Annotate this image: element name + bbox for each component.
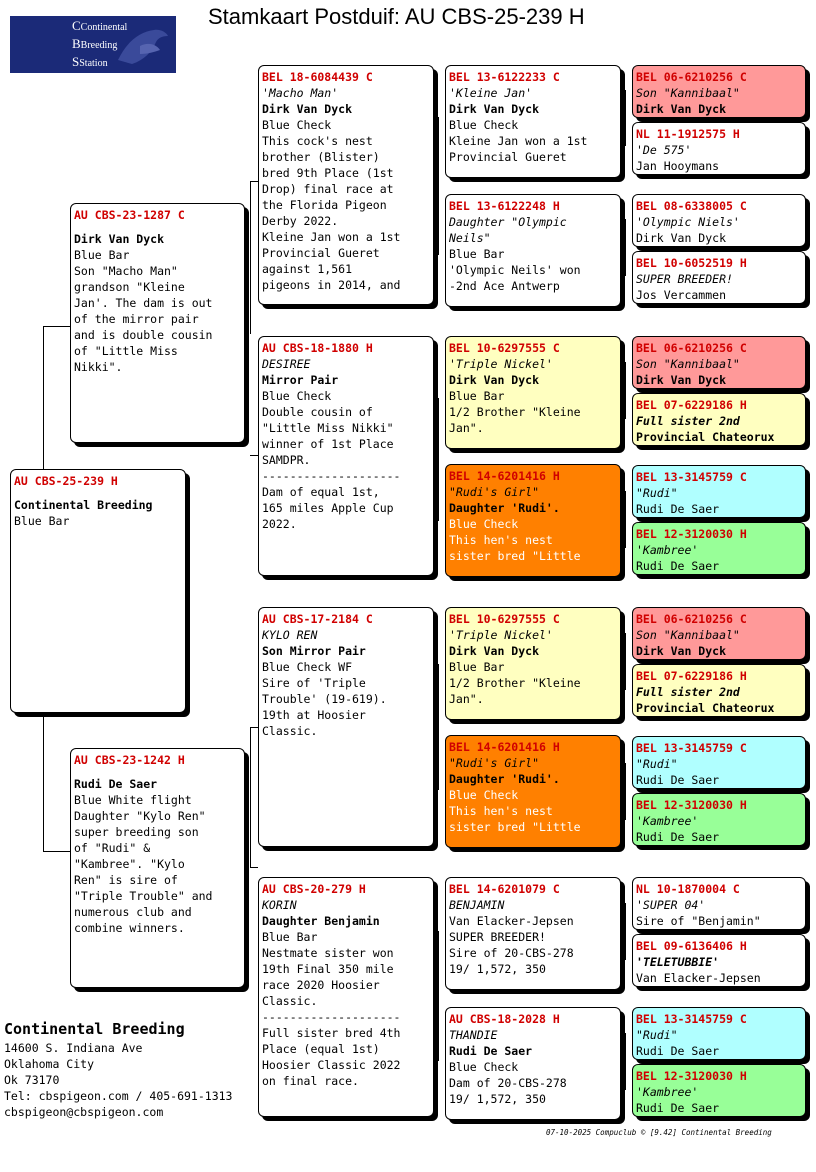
breeder: Provincial Chateorux [636,430,775,444]
ring-number: BEL 06-6210256 C [636,612,747,626]
page-title: Stamkaart Postduif: AU CBS-25-239 H [208,4,585,29]
description: Blue Bar Nestmate sister won 19th Final 350 mile race 2020 Hoosier Classic. -------------------- Full sister bred 4th Place (equal 1st) Hoosier Classic 2022 on final race. [262,930,401,1088]
connector-line [250,727,258,728]
ancestor-card[interactable] [632,465,806,518]
street: 14600 S. Indiana Ave [4,1041,143,1055]
ancestor-card[interactable] [632,664,806,717]
ancestor-card[interactable] [632,1007,806,1060]
ancestor-card[interactable] [632,122,806,175]
connector-line [438,398,439,521]
ring-number: BEL 13-6122248 H [449,199,560,213]
description: Blue Check WF Sire of 'Triple Trouble' (19-619). 19th at Hoosier Classic. [262,660,387,738]
breeder: Provincial Chateorux [636,701,775,715]
great-grandparent-card[interactable] [445,877,621,990]
ring-number: BEL 12-3120030 H [636,798,747,812]
connector-line [625,491,626,548]
pigeon-name: Son "Kannibaal" [636,86,740,100]
dam-card[interactable] [70,748,245,988]
description: Blue Check This hen's nest sister bred "Little [449,517,581,563]
ring-number: AU CBS-20-279 H [262,882,366,896]
ring-number: BEL 09-6136406 H [636,939,747,953]
ancestor-card[interactable] [632,607,806,660]
description: Blue Bar [14,514,70,528]
ring-number: BEL 06-6210256 C [636,70,747,84]
breeder: Dirk Van Dyck [74,232,165,246]
connector-line [438,117,439,255]
pigeon-name: SUPER BREEDER! [636,272,733,286]
pigeon-name: 'De 575' [636,143,692,157]
ring-number: BEL 07-6229186 H [636,669,747,683]
breeder: Dirk Van Dyck [636,373,727,387]
email: cbspigeon@cbspigeon.com [4,1105,164,1119]
subject-pigeon-card[interactable] [10,469,186,713]
contact: Tel: cbspigeon.com / 405-691-1313 [4,1089,233,1103]
breeder: Rudi De Saer [636,1101,720,1115]
connector-line [250,181,258,182]
connector-line [43,326,44,469]
address-block [4,1018,232,1120]
connector-line [625,90,626,146]
ring-number: BEL 10-6052519 H [636,256,747,270]
great-grandparent-card[interactable] [445,336,621,449]
pigeon-name: Daughter "Olympic Neils" [449,215,567,245]
connector-line [625,903,626,960]
great-grandparent-card[interactable] [445,65,621,178]
ancestor-card[interactable] [632,393,806,446]
ancestor-card[interactable] [632,793,806,846]
breeder: Rudi De Saer [636,502,720,516]
pigeon-name: Son "Kannibaal" [636,357,740,371]
ring-number: NL 10-1870004 C [636,882,740,896]
great-grandparent-card[interactable] [445,607,621,720]
city: Oklahoma City [4,1057,95,1071]
description: Blue White flight Daughter "Kylo Ren" super breeding son of "Rudi" & "Kambree". "Kylo Ren" is sire of "Triple Trouble" and numerous club and combine winners. [74,793,213,935]
description: Blue Check Dam of 20-CBS-278 19/ 1,572, 350 [449,1060,567,1106]
breeder: Dirk Van Dyck [636,102,727,116]
connector-line [625,219,626,276]
granddam-paternal-card[interactable] [258,336,434,576]
breeder: Dirk Van Dyck [449,644,540,658]
breeder: Rudi De Saer [636,773,720,787]
connector-line [625,763,626,820]
ancestor-card[interactable] [632,251,806,304]
pigeon-name: "Rudi's Girl" [449,485,540,499]
breeder: Son Mirror Pair [262,644,366,658]
ring-number: BEL 13-3145759 C [636,741,747,755]
ancestor-card[interactable] [632,934,806,987]
breeder: Rudi De Saer [636,1044,720,1058]
granddam-maternal-card[interactable] [258,877,434,1117]
company-name: Continental Breeding [4,1020,185,1038]
connector-line [250,455,258,456]
pigeon-name: "Rudi" [636,486,678,500]
pigeon-name: BENJAMIN [449,898,505,912]
connector-line [625,1033,626,1090]
ancestor-card[interactable] [632,736,806,789]
description: Blue Check Kleine Jan won a 1st Provincial Gueret [449,118,588,164]
connector-line [438,931,439,1061]
ring-number: NL 11-1912575 H [636,127,740,141]
footer: 07-10-2025 Compuclub © [9.42] Continental Breeding [546,1128,772,1137]
pigeon-name: DESIREE [262,357,311,371]
breeder: Van Elacker-Jepsen [449,914,574,928]
breeder: Rudi De Saer [74,777,158,791]
description: Blue Bar Son "Macho Man" grandson "Kleine Jan'. The dam is out of the mirror pair and is double cousin of "Little Miss Nikki". [74,248,213,374]
pigeon-name: Full sister 2nd [636,414,740,428]
ring-number: BEL 12-3120030 H [636,1069,747,1083]
connector-line [625,362,626,419]
description: Blue Bar 'Olympic Neils' won -2nd Ace Antwerp [449,247,581,293]
connector-line [250,181,251,334]
ring-number: BEL 07-6229186 H [636,398,747,412]
breeder: Rudi De Saer [636,559,720,573]
ancestor-card[interactable] [632,877,806,930]
breeder: Daughter 'Rudi'. [449,501,560,515]
ring-number: BEL 13-6122233 C [449,70,560,84]
ring-number: AU CBS-18-2028 H [449,1012,560,1026]
pigeon-name: KYLO REN [262,628,318,642]
connector-line [43,713,44,851]
pigeon-name: Son "Kannibaal" [636,628,740,642]
pigeon-name: 'Triple Nickel' [449,357,553,371]
pigeon-name: 'Kambree' [636,543,699,557]
ring-number: AU CBS-23-1242 H [74,753,185,767]
description: Blue Check This cock's nest brother (Blister) bred 9th Place (1st Drop) final race at the Florida Pigeon Derby 2022. Kleine Jan won a 1st Provincial Gueret against 1,561 pigeons in 2014, and [262,118,401,292]
ring-number: BEL 13-3145759 C [636,1012,747,1026]
breeder: Dirk Van Dyck [449,102,540,116]
breeder: Dirk Van Dyck [636,231,727,245]
pigeon-name: 'TELETUBBIE' [636,955,720,969]
pigeon-name: "Rudi" [636,757,678,771]
ring-number: BEL 08-6338005 C [636,199,747,213]
ancestor-card[interactable] [632,1064,806,1117]
breeder: Dirk Van Dyck [636,644,727,658]
pigeon-name: THANDIE [449,1028,498,1042]
breeder: Van Elacker-Jepsen [636,971,761,985]
ring-number: AU CBS-23-1287 C [74,208,185,222]
ancestor-card[interactable] [632,194,806,247]
breeder: Daughter 'Rudi'. [449,772,560,786]
breeder: Rudi De Saer [449,1044,533,1058]
description: Blue Bar 1/2 Brother "Kleine Jan". [449,660,581,706]
pigeon-name: 'Kleine Jan' [449,86,533,100]
breeder: Sire of "Benjamin" [636,914,761,928]
description: Blue Check This hen's nest sister bred "Little [449,788,581,834]
ring-number: AU CBS-18-1880 H [262,341,373,355]
ring-number: BEL 14-6201079 C [449,882,560,896]
pigeon-name: 'Triple Nickel' [449,628,553,642]
breeder: Rudi De Saer [636,830,720,844]
great-grandparent-card[interactable] [445,464,621,577]
ring-number: BEL 06-6210256 C [636,341,747,355]
connector-line [250,727,251,867]
ring-number: BEL 18-6084439 C [262,70,373,84]
pigeon-name: 'Olympic Niels' [636,215,740,229]
ancestor-card[interactable] [632,336,806,389]
connector-line [250,867,258,868]
ring-number: AU CBS-17-2184 C [262,612,373,626]
great-grandparent-card[interactable] [445,735,621,848]
ring-number: BEL 14-6201416 H [449,740,560,754]
ring-number: BEL 14-6201416 H [449,469,560,483]
grandsire-maternal-card[interactable] [258,607,434,847]
pigeon-name: KORIN [262,898,297,912]
description: Blue Check Double cousin of "Little Miss Nikki" winner of 1st Place SAMDPR. -------------------- Dam of equal 1st, 165 miles Apple Cup 2022. [262,389,401,531]
great-grandparent-card[interactable] [445,194,621,307]
connector-line [625,633,626,690]
ring-number: BEL 10-6297555 C [449,341,560,355]
logo: CContinental BBreeding SStation [10,16,176,73]
connector-line [438,664,439,790]
great-grandparent-card[interactable] [445,1007,621,1120]
breeder: Continental Breeding [14,498,153,512]
connector-line [43,326,70,327]
ancestor-card[interactable] [632,65,806,118]
breeder: Daughter Benjamin [262,914,380,928]
breeder: Mirror Pair [262,373,339,387]
connector-line [43,851,70,852]
description: SUPER BREEDER! Sire of 20-CBS-278 19/ 1,572, 350 [449,930,574,976]
sire-card[interactable] [70,203,245,443]
ancestor-card[interactable] [632,522,806,575]
pigeon-name: "Rudi's Girl" [449,756,540,770]
breeder: Dirk Van Dyck [449,373,540,387]
ring-number: AU CBS-25-239 H [14,474,118,488]
breeder: Jan Hooymans [636,159,720,173]
pigeon-name: 'Macho Man' [262,86,339,100]
pigeon-name: 'SUPER 04' [636,898,706,912]
state: Ok 73170 [4,1073,60,1087]
breeder: Jos Vercammen [636,288,727,302]
pigeon-name: 'Kambree' [636,1085,699,1099]
pigeon-name: Full sister 2nd [636,685,740,699]
description: Blue Bar 1/2 Brother "Kleine Jan". [449,389,581,435]
ring-number: BEL 13-3145759 C [636,470,747,484]
breeder: Dirk Van Dyck [262,102,353,116]
ring-number: BEL 10-6297555 C [449,612,560,626]
ring-number: BEL 12-3120030 H [636,527,747,541]
pigeon-name: 'Kambree' [636,814,699,828]
grandsire-paternal-card[interactable] [258,65,434,305]
pigeon-name: "Rudi" [636,1028,678,1042]
